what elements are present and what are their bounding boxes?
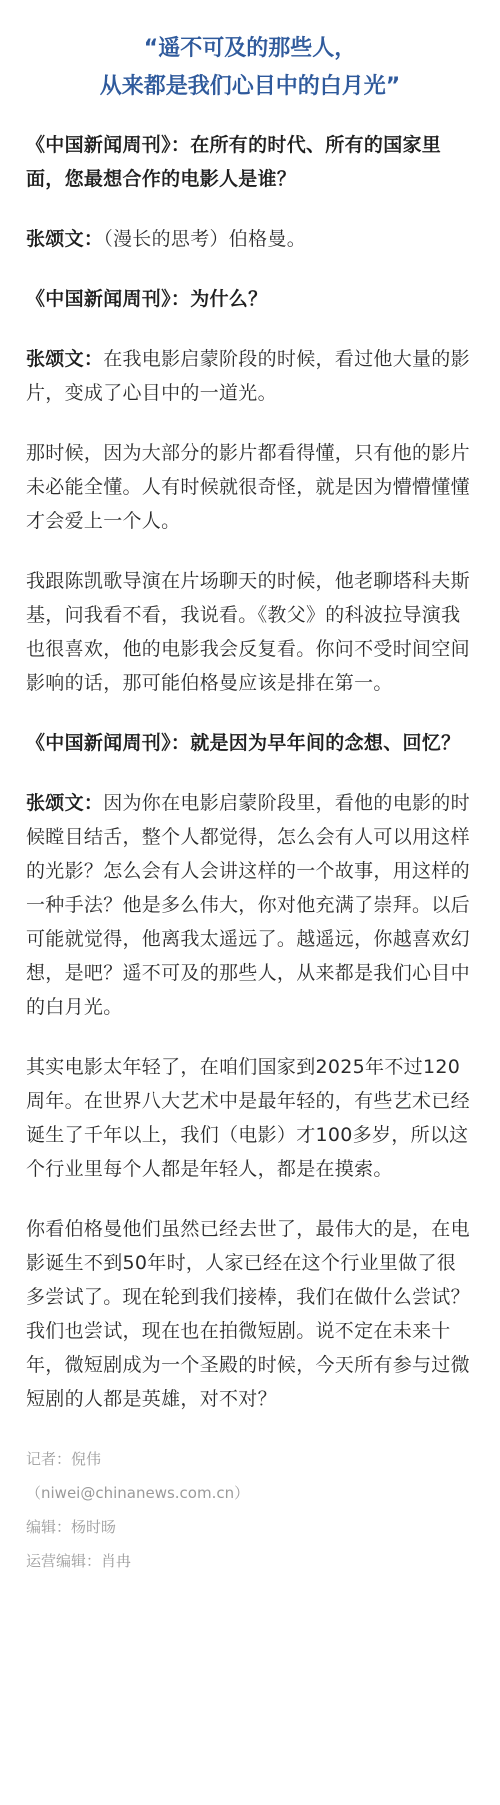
speaker-label: 张颂文： xyxy=(26,348,104,370)
reporter-credit: 记者：倪伟 xyxy=(26,1450,102,1468)
qa-body xyxy=(26,128,474,1416)
answer-text: 因为你在电影启蒙阶段里，看他的电影的时候瞠目结舌，整个人都觉得，怎么会有人可以用这样的光影？怎么会有人会讲这样的一个故事，用这样的一种手法？他是多么伟大，你对他充满了崇拜。以后可能就觉得，他离我太遥远了。越遥远，你越喜欢幻想，是吧？遥不可及的那些人，从来都是我们心目中的白月光。 xyxy=(26,792,470,1018)
question-1: 《中国新闻周刊》：在所有的时代、所有的国家里面，您最想合作的电影人是谁？ xyxy=(26,134,442,190)
article-headline xyxy=(26,30,474,106)
answer-2 xyxy=(26,342,474,410)
speaker-label: 张颂文： xyxy=(26,792,104,814)
headline-line-2: 从来都是我们心目中的白月光” xyxy=(99,74,401,99)
speaker-label: 张颂文： xyxy=(26,228,104,250)
answer-text: （漫长的思考）伯格曼。 xyxy=(103,228,307,250)
paragraph: 你看伯格曼他们虽然已经去世了，最伟大的是，在电影诞生不到50年时，人家已经在这个行业里做了很多尝试了。现在轮到我们接棒，我们在做什么尝试？我们也尝试，现在也在拍微短剧。说不定在未来十年，微短剧成为一个圣殿的时候，今天所有参与过微短剧的人都是英雄，对不对？ xyxy=(26,1218,470,1410)
answer-3 xyxy=(26,786,474,1024)
answer-text: 在我电影启蒙阶段的时候，看过他大量的影片，变成了心目中的一道光。 xyxy=(26,348,470,404)
question-3: 《中国新闻周刊》：就是因为早年间的念想、回忆？ xyxy=(26,732,461,754)
question-2: 《中国新闻周刊》：为什么？ xyxy=(26,288,268,310)
editor-credit: 编辑：杨时旸 xyxy=(26,1518,117,1536)
paragraph: 我跟陈凯歌导演在片场聊天的时候，他老聊塔科夫斯基，问我看不看，我说看。《教父》的科波拉导演我也很喜欢，他的电影我会反复看。你问不受时间空间影响的话，那可能伯格曼应该是排在第一。 xyxy=(26,570,470,694)
headline-line-1: “遥不可及的那些人， xyxy=(143,36,357,61)
paragraph: 那时候，因为大部分的影片都看得懂，只有他的影片未必能全懂。人有时候就很奇怪，就是因为懵懵懂懂才会爱上一个人。 xyxy=(26,442,470,532)
ops-editor-credit: 运营编辑：肖冉 xyxy=(26,1552,132,1570)
reporter-email: （niwei@chinanews.com.cn） xyxy=(26,1484,250,1502)
article-credits xyxy=(26,1442,474,1578)
paragraph: 其实电影太年轻了，在咱们国家到2025年不过120周年。在世界八大艺术中是最年轻的，有些艺术已经诞生了千年以上，我们（电影）才100多岁，所以这个行业里每个人都是年轻人，都是在摸索。 xyxy=(26,1056,470,1180)
answer-1 xyxy=(26,222,474,256)
